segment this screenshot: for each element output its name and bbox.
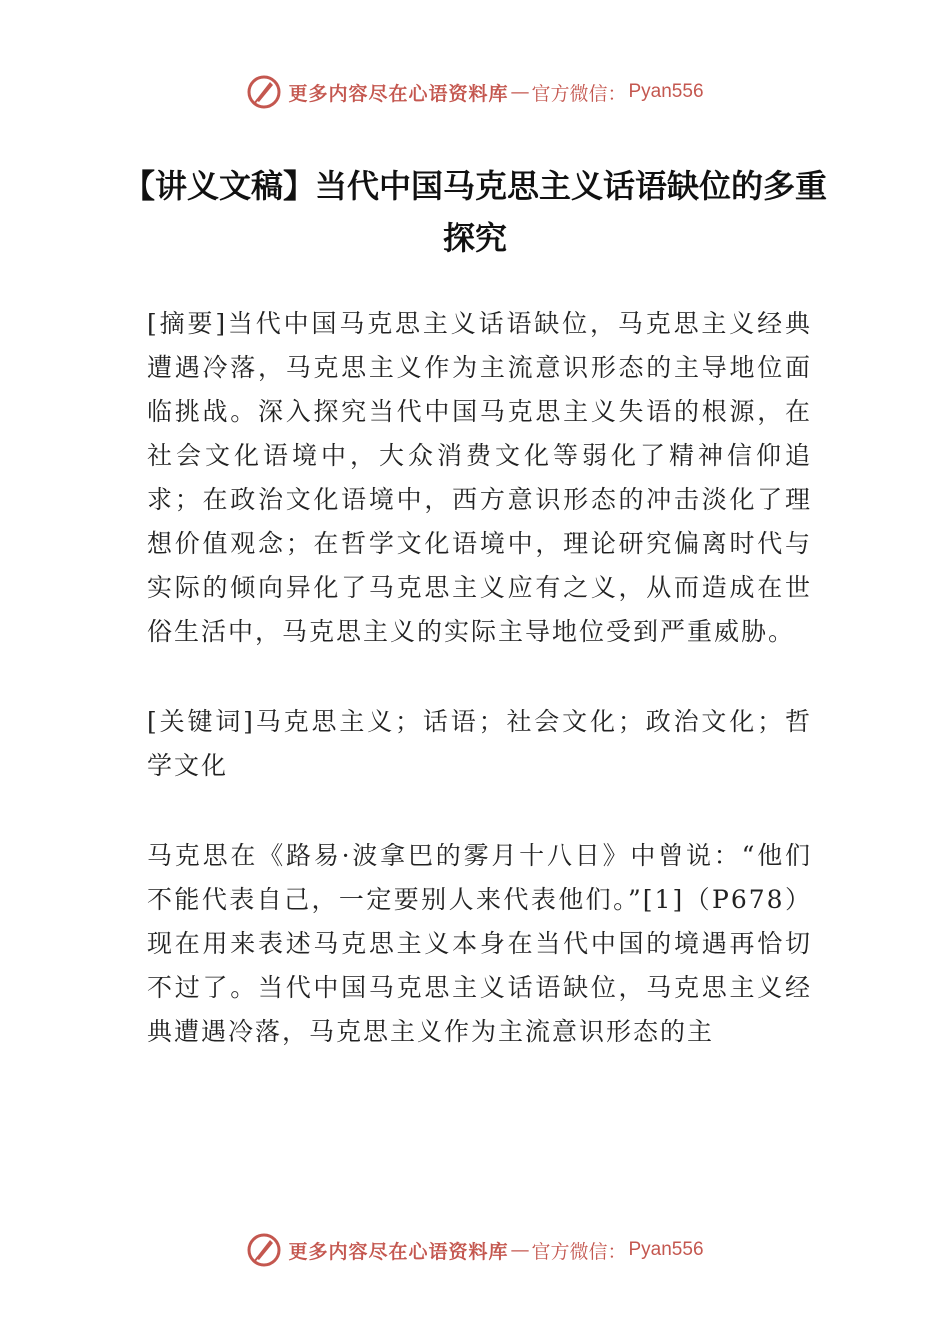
abstract-paragraph (147, 302, 812, 654)
footer-separator: — (510, 1239, 530, 1261)
banner-wechat-label: 官方微信： (531, 82, 627, 105)
banner-wechat-id: Pyan556 (628, 81, 704, 102)
main-paragraph (147, 834, 812, 1054)
footer-banner (0, 1230, 950, 1270)
footer-wechat-label: 官方微信： (531, 1240, 627, 1263)
quill-pen-logo-icon (246, 74, 282, 110)
abstract-text: [摘要]当代中国马克思主义话语缺位，马克思主义经典遭遇冷落，马克思主义作为主流意识形态的主导地位面临挑战。深入探究当代中国马克思主义失语的根源，在社会文化语境中，大众消费文化等弱化了精神信仰追求；在政治文化语境中，西方意识形态的冲击淡化了理想价值观念；在哲学文化语境中，理论研究偏离时代与实际的倾向异化了马克思主义应有之义，从而造成在世俗生活中，马克思主义的实际主导地位受到严重威胁。 (147, 309, 812, 646)
keywords-paragraph (147, 700, 812, 788)
banner-site-name: 更多内容尽在心语资料库 (288, 82, 509, 105)
header-banner (0, 72, 950, 112)
keywords-text: [关键词]马克思主义；话语；社会文化；政治文化；哲学文化 (147, 707, 812, 780)
quill-pen-logo-icon (246, 1232, 282, 1268)
banner-separator: — (510, 81, 530, 103)
document-title: 【讲义文稿】当代中国马克思主义话语缺位的多重探究 (122, 167, 827, 257)
footer-wechat-id: Pyan556 (628, 1239, 704, 1260)
main-paragraph-text: 马克思在《路易·波拿巴的雾月十八日》中曾说：“他们不能代表自己，一定要别人来代表他们。”[1]（P678）现在用来表述马克思主义本身在当代中国的境遇再恰切不过了。当代中国马克思主义话语缺位，马克思主义经典遭遇冷落，马克思主义作为主流意识形态的主 (147, 841, 812, 1046)
footer-site-name: 更多内容尽在心语资料库 (288, 1240, 509, 1263)
